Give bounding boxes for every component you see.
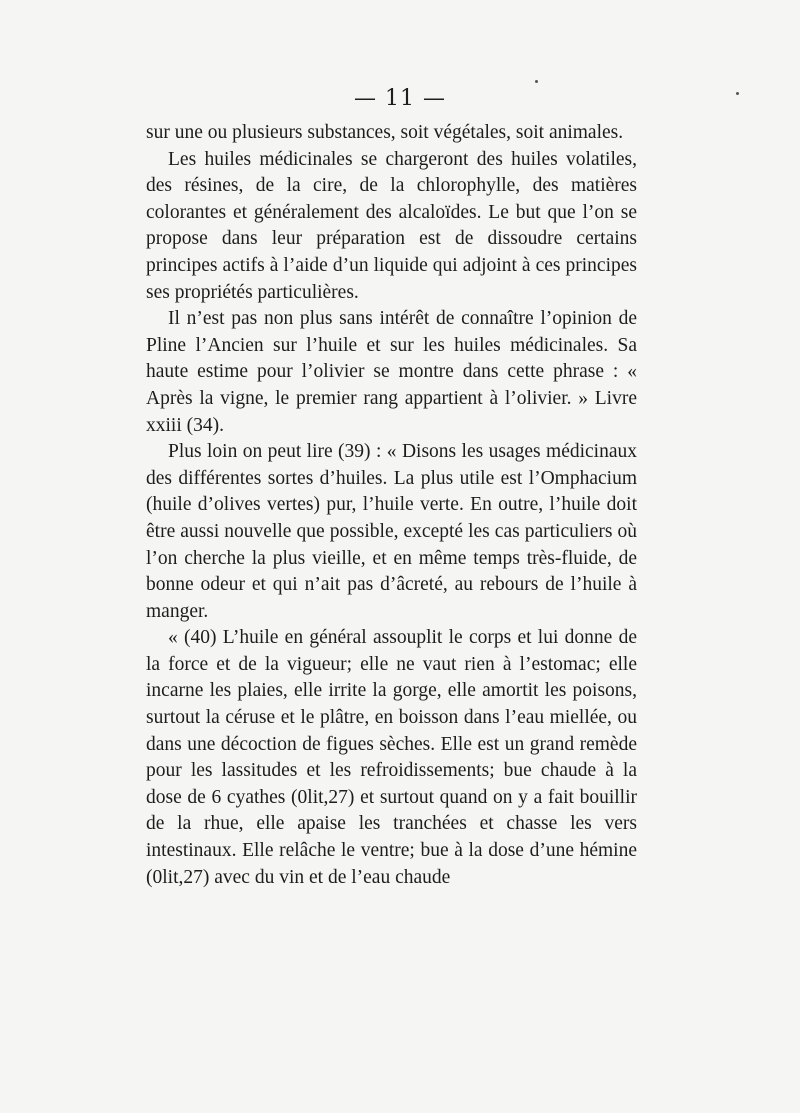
paragraph-1: sur une ou plusieurs substances, soit végétales, soit animales. — [146, 122, 624, 143]
paper-speck — [535, 80, 538, 83]
page-number: — 11 — — [354, 86, 446, 111]
paper-speck — [736, 92, 739, 95]
paragraph-3: Il n’est pas non plus sans intérêt de connaître l’opinion de Pline l’Ancien sur l’huile et sur les huiles médicinales. Sa haute estime pour l’olivier se montre dans cette phrase : « Après la vigne, le premier rang appartient à l’olivier. » Livre xxiii (34). — [146, 308, 637, 436]
paragraph-2: Les huiles médicinales se chargeront des huiles volatiles, des résines, de la cire, de la chlorophylle, des matières colorantes et généralement des alcaloïdes. Le but que l’on se propose dans leur préparation est de dissoudre certains principes actifs à l’aide d’un liquide qui adjoint à ces principes ses propriétés particulières. — [146, 148, 637, 303]
body-text — [146, 120, 637, 891]
paragraph-5: « (40) L’huile en général assouplit le corps et lui donne de la force et de la vigueur; elle ne vaut rien à l’estomac; elle incarne les plaies, elle irrite la gorge, elle amortit les poisons, surtout la céruse et le plâtre, en boisson dans l’eau miellée, ou dans une décoction de figues sèches. Elle est un grand remède pour les lassitudes et les refroidissements; bue chaude à la dose de 6 cyathes (0lit,27) et surtout quand on y a fait bouillir de la rhue, elle apaise les tranchées et chasse les vers intestinaux. Elle relâche le ventre; bue à la dose d’une hémine (0lit,27) avec du vin et de l’eau chaude — [146, 627, 637, 888]
paragraph-4: Plus loin on peut lire (39) : « Disons les usages médicinaux des différentes sortes d’huiles. La plus utile est l’Omphacium (huile d’olives vertes) pur, l’huile verte. En outre, l’huile doit être aussi nouvelle que possible, excepté les cas particuliers où l’on cherche la plus vieille, et en même temps très-fluide, de bonne odeur et qui n’ait pas d’âcreté, au rebours de l’huile à manger. — [146, 441, 637, 622]
